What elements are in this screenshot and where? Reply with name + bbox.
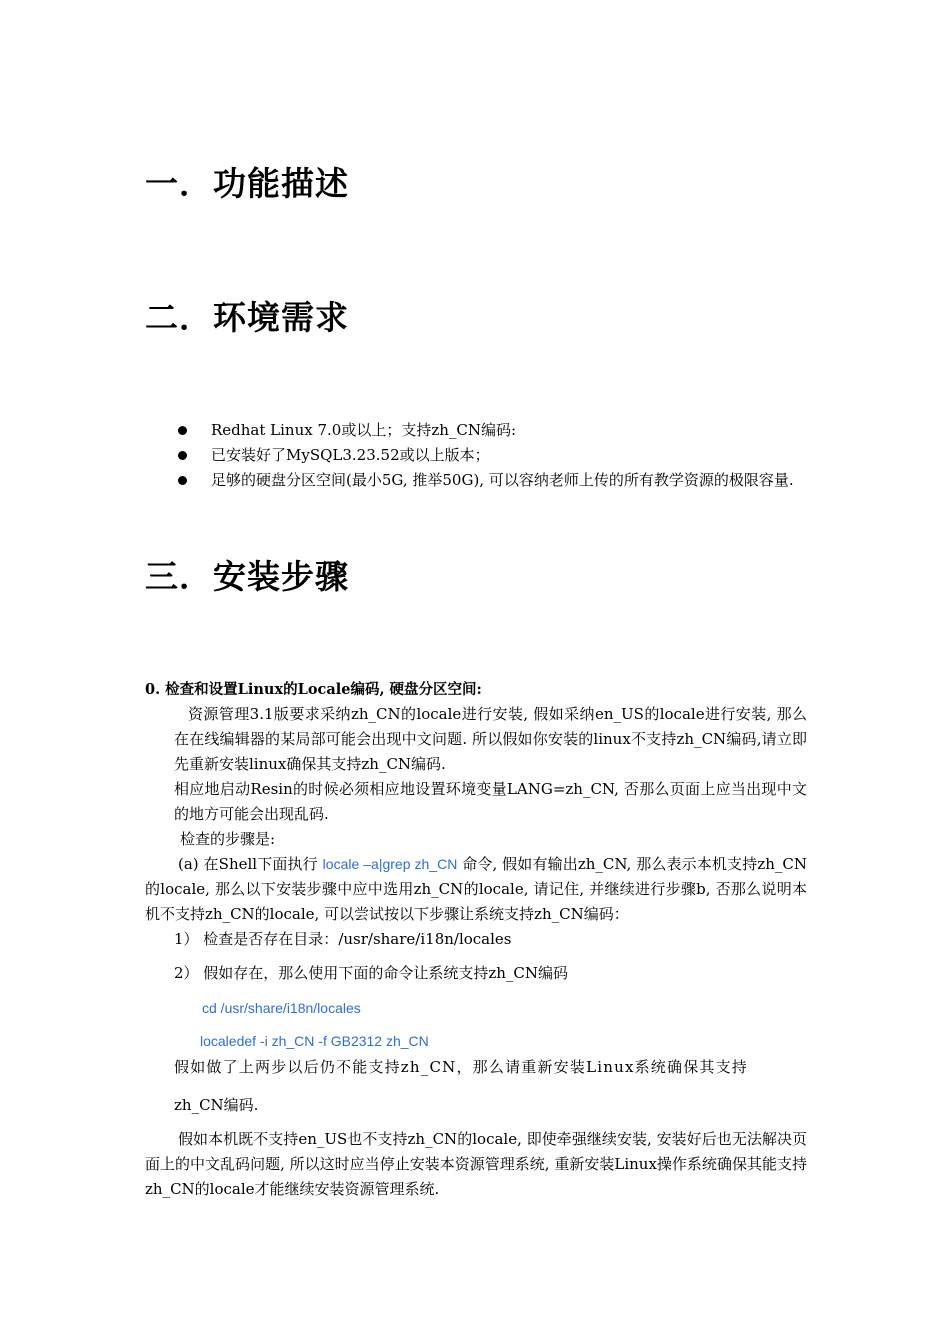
step0-substep-1: 1） 检查是否存在目录：/usr/share/i18n/locales [174, 930, 512, 948]
requirements-list [178, 418, 808, 493]
heading-environment-requirements: 二．环境需求 [145, 298, 349, 337]
command-cd-locales: cd /usr/share/i18n/locales [202, 1000, 361, 1016]
command-locale-grep: locale –a|grep zh_CN [322, 856, 458, 872]
step0-paragraph-5: 假如做了上两步以后仍不能支持zh_CN，那么请重新安装Linux系统确保其支持 [174, 1058, 749, 1076]
bullet-icon [178, 426, 187, 435]
step0-substep-2: 2） 假如存在，那么使用下面的命令让系统支持zh_CN编码 [174, 964, 568, 982]
heading-installation-steps: 三．安装步骤 [145, 557, 349, 596]
step0-paragraph-1: 资源管理3.1版要求采纳zh_CN的locale进行安装, 假如采纳en_US的locale进行安装, 那么在在线编辑器的某局部可能会出现中文问题. 所以假如你安装的linux不支持zh_CN编码,请立即先重新安装linux确保其支持zh_CN编码. [174, 705, 807, 773]
list-item: 已安装好了MySQL3.23.52或以上版本； [178, 443, 808, 468]
heading-function-description: 一．功能描述 [145, 164, 349, 203]
bullet-icon [178, 476, 187, 485]
command-localedef: localedef -i zh_CN -f GB2312 zh_CN [200, 1033, 429, 1049]
step0-paragraph-6: 假如本机既不支持en_US也不支持zh_CN的locale, 即使牵强继续安装, 安装好后也无法解决页面上的中文乱码问题, 所以这时应当停止安装本资源管理系统, 重新安装Linux操作系统确保其能支持zh_CN的locale才能继续安装资源管理系统. [145, 1130, 807, 1198]
list-item: Redhat Linux 7.0或以上；支持zh_CN编码: [178, 418, 808, 443]
step0-paragraph-5b: zh_CN编码. [174, 1096, 259, 1114]
bullet-icon [178, 451, 187, 460]
step0-title: 0. 检查和设置Linux的Locale编码, 硬盘分区空间: [145, 681, 482, 698]
step0-paragraph-3: 检查的步骤是: [180, 830, 276, 848]
step0-paragraph-4: (a) 在Shell下面执行 locale –a|grep zh_CN 命令, 假如有输出zh_CN, 那么表示本机支持zh_CN的locale, 那么以下安装步骤中应中选用zh_CN的locale, 请记住, 并继续进行步骤b, 否那么说明本机不支持zh_CN的locale, 可以尝试按以下步骤让系统支持zh_CN编码： [145, 855, 807, 923]
step0-paragraph-2: 相应地启动Resin的时候必须相应地设置环境变量LANG=zh_CN, 否那么页面上应当出现中文的地方可能会出现乱码. [174, 780, 807, 823]
list-item: 足够的硬盘分区空间(最小5G, 推举50G), 可以容纳老师上传的所有教学资源的极限容量. [178, 468, 808, 493]
